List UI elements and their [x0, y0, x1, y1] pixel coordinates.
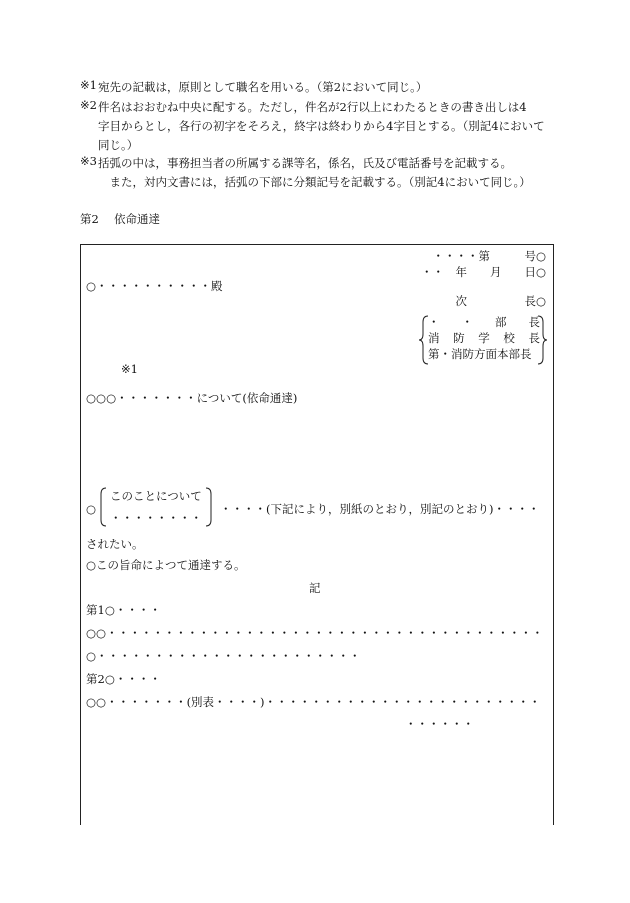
sender-group-item: 消 防 学 校 長 — [428, 331, 540, 345]
item1-line: ○○・・・・・・・・・・・・・・・・・・・・・・・・・・・・・・・・・・・・・・ — [86, 626, 544, 640]
note-line: 宛先の記載は，原則として職名を用いる。（第2において同じ。） — [98, 80, 428, 94]
item1-title: 第1○・・・・ — [86, 603, 161, 617]
request-line: されたい。 — [86, 537, 144, 551]
note-line: また，対内文書には，括弧の下部に分類記号を記載する。（別記4において同じ。） — [98, 175, 531, 189]
note-2 — [80, 98, 560, 155]
paren-suffix: ・・・・(下記により，別紙のとおり，別記のとおり)・・・・ — [220, 502, 540, 516]
note-line: 同じ。） — [98, 138, 139, 152]
document-date: ・・ 年 月 日○ — [420, 265, 546, 279]
addressee: ○・・・・・・・・・・殿 — [86, 279, 223, 293]
note-3 — [80, 154, 560, 192]
ki-heading: 記 — [309, 581, 321, 595]
sender-group-item: 第・消防方面本部長 — [428, 347, 532, 361]
note-line: 件名はおおむね中央に配する。ただし，件名が2行以上にわたるときの書き出しは4 — [98, 100, 527, 114]
sender: 次 長○ — [455, 294, 546, 308]
note-line: 字目からとし，各行の初字をそろえ，終字は終わりから4字目とする。（別記4において — [98, 119, 545, 133]
document-number: ・・・・第 号○ — [432, 249, 546, 263]
item2-line: ○○・・・・・・・(別表・・・・)・・・・・・・・・・・・・・・・・・・・・・・・ — [86, 695, 541, 709]
item2-line: ・・・・・・ — [405, 717, 474, 731]
reference-mark: ※1 — [121, 362, 138, 376]
paren-option: このことについて — [110, 489, 202, 503]
item1-line: ○・・・・・・・・・・・・・・・・・・・・・・・ — [86, 649, 361, 663]
subject-line: ○○○・・・・・・・について(依命通達) — [86, 391, 298, 405]
note-mark: ※2 — [80, 98, 97, 112]
section-title: 第2 依命通達 — [80, 212, 160, 226]
note-1 — [80, 78, 560, 97]
note-mark: ※3 — [80, 154, 97, 168]
item2-title: 第2○・・・・ — [86, 672, 161, 686]
sender-group-item: ・ ・ 部 長 — [428, 315, 540, 329]
paren-option: ・・・・・・・・ — [110, 511, 202, 525]
note-line: 括弧の中は，事務担当者の所属する課等名，係名，氏及び電話番号を記載する。 — [98, 156, 512, 170]
order-line: ○この旨命によつて通達する。 — [86, 558, 246, 572]
paren-prefix: ○ — [86, 502, 97, 516]
note-mark: ※1 — [80, 78, 97, 92]
